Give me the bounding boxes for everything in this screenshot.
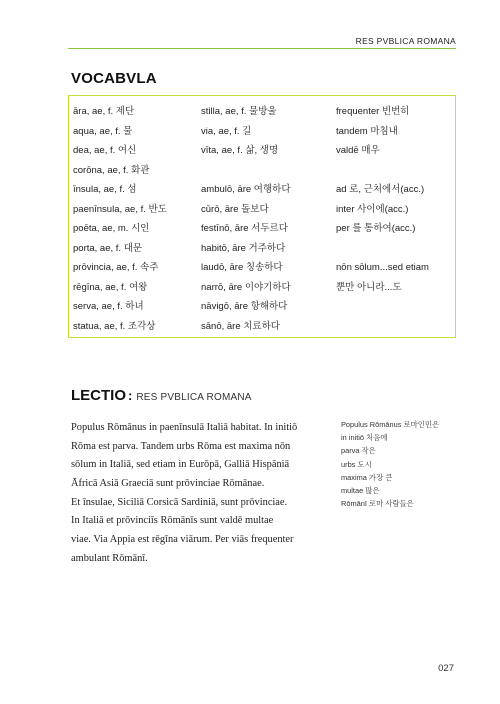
vocabulary-column-1 bbox=[73, 102, 167, 336]
vocabulary-entry: ambulō, āre 여행하다 bbox=[201, 184, 291, 195]
passage-line: Āfricā Asiā Graeciā sunt prōvinciae Rōmānae. bbox=[71, 478, 265, 490]
vocabulary-entry bbox=[336, 297, 429, 317]
vocabulary-entry: habitō, āre 거주하다 bbox=[201, 242, 286, 254]
vocabulary-entry: īnsula, ae, f. 섬 bbox=[73, 184, 137, 195]
vocabulary-entry: ad 로, 근처에서(acc.) bbox=[336, 184, 425, 195]
glossary-entry: parva 작은 bbox=[341, 446, 376, 456]
vocabulary-entry: sānō, āre 치료하다 bbox=[201, 320, 280, 332]
glossary-entry: multae 많은 bbox=[341, 485, 380, 495]
glossary-entry: Rōmānī 로마 사람들은 bbox=[341, 499, 414, 509]
vocabulary-entry: per 를 통하여(acc.) bbox=[336, 223, 416, 234]
vocabulary-entry: inter 사이에(acc.) bbox=[336, 203, 409, 215]
vocabulary-entry: 뿐만 아니라...도 bbox=[336, 281, 402, 293]
vocabulary-entry: dea, ae, f. 여신 bbox=[73, 145, 137, 156]
vocabulary-entry bbox=[336, 317, 429, 337]
glossary-entry: in initiō 처음에 bbox=[341, 433, 388, 443]
vocabulary-entry: rēgīna, ae, f. 여왕 bbox=[73, 281, 148, 293]
passage-line: viae. Via Appia est rēgīna viārum. Per viās frequenter bbox=[71, 534, 294, 546]
lectio-heading bbox=[71, 387, 252, 405]
vocabulary-box bbox=[68, 95, 456, 338]
vocabulary-entry: narrō, āre 이야기하다 bbox=[201, 281, 291, 293]
vocabulary-entry bbox=[336, 161, 429, 181]
passage-line: ambulant Rōmānī. bbox=[71, 552, 148, 564]
vocabulary-entry: porta, ae, f. 대문 bbox=[73, 242, 143, 254]
passage-line: Populus Rōmānus in paenīnsulā Italiā habitat. In initiō bbox=[71, 422, 298, 433]
vocabulary-column-3 bbox=[336, 102, 429, 336]
vocabulary-entry: statua, ae, f. 조각상 bbox=[73, 320, 156, 332]
passage-line: Et īnsulae, Siciliā Corsicā Sardiniā, sunt prōvinciae. bbox=[71, 496, 288, 508]
vocabulary-entry bbox=[336, 239, 429, 259]
vocabulary-entry: festīnō, āre 서두르다 bbox=[201, 223, 288, 234]
passage-line: Rōma est parva. Tandem urbs Rōma est maxima nōn bbox=[71, 440, 291, 452]
vocabulary-entry bbox=[201, 161, 291, 181]
vocabulary-entry: aqua, ae, f. 물 bbox=[73, 125, 133, 137]
passage-line: sōlum in Italiā, sed etiam in Eurōpā, Galliā Hispāniā bbox=[71, 459, 290, 471]
vocabulary-entry: tandem 마침내 bbox=[336, 125, 398, 137]
vocabulary-entry: valdē 매우 bbox=[336, 145, 380, 156]
vocabulary-entry: prōvincia, ae, f. 속주 bbox=[73, 262, 159, 273]
glossary-entry: urbs 도시 bbox=[341, 459, 372, 469]
vocabulary-entry: serva, ae, f. 하녀 bbox=[73, 301, 144, 312]
glossary-entry: Populus Rōmānus 로마인민은 bbox=[341, 420, 440, 429]
header-rule bbox=[68, 48, 456, 49]
vocabulary-entry: nāvigō, āre 항해하다 bbox=[201, 301, 288, 312]
lectio-title: LECTIO bbox=[71, 387, 126, 404]
vocabulary-entry: corōna, ae, f. 화관 bbox=[73, 164, 150, 176]
passage-line: In Italiā et prōvinciīs Rōmānīs sunt valdē multae bbox=[71, 515, 274, 527]
vocabulary-entry: frequenter 빈번히 bbox=[336, 106, 410, 117]
vocabulary-entry: āra, ae, f. 제단 bbox=[73, 106, 135, 117]
glossary-entry: maxima 가장 큰 bbox=[341, 472, 393, 482]
vocabulary-entry: via, ae, f. 길 bbox=[201, 125, 252, 137]
lectio-separator: : bbox=[128, 388, 133, 403]
lectio-glossary bbox=[341, 418, 461, 510]
lectio-subtitle: RES PVBLICA ROMANA bbox=[136, 392, 252, 403]
lectio-passage bbox=[71, 419, 311, 569]
page-number: 027 bbox=[438, 663, 454, 674]
vocabulary-entry: paenīnsula, ae, f. 반도 bbox=[73, 203, 167, 215]
vocabulary-entry: nōn sōlum...sed etiam bbox=[336, 262, 429, 273]
vocabulary-entry: laudō, āre 칭송하다 bbox=[201, 262, 283, 273]
vocabulary-entry: cūrō, āre 돌보다 bbox=[201, 203, 269, 215]
vocabulary-entry: poēta, ae, m. 시인 bbox=[73, 223, 150, 234]
vocabulary-entry: vīta, ae, f. 삶, 생명 bbox=[201, 145, 279, 156]
vocabulary-entry: stilla, ae, f. 물방울 bbox=[201, 106, 277, 117]
running-header: RES PVBLICA ROMANA bbox=[355, 36, 456, 46]
vocabulary-title: VOCABVLA bbox=[71, 70, 157, 87]
vocabulary-column-2 bbox=[201, 102, 291, 336]
